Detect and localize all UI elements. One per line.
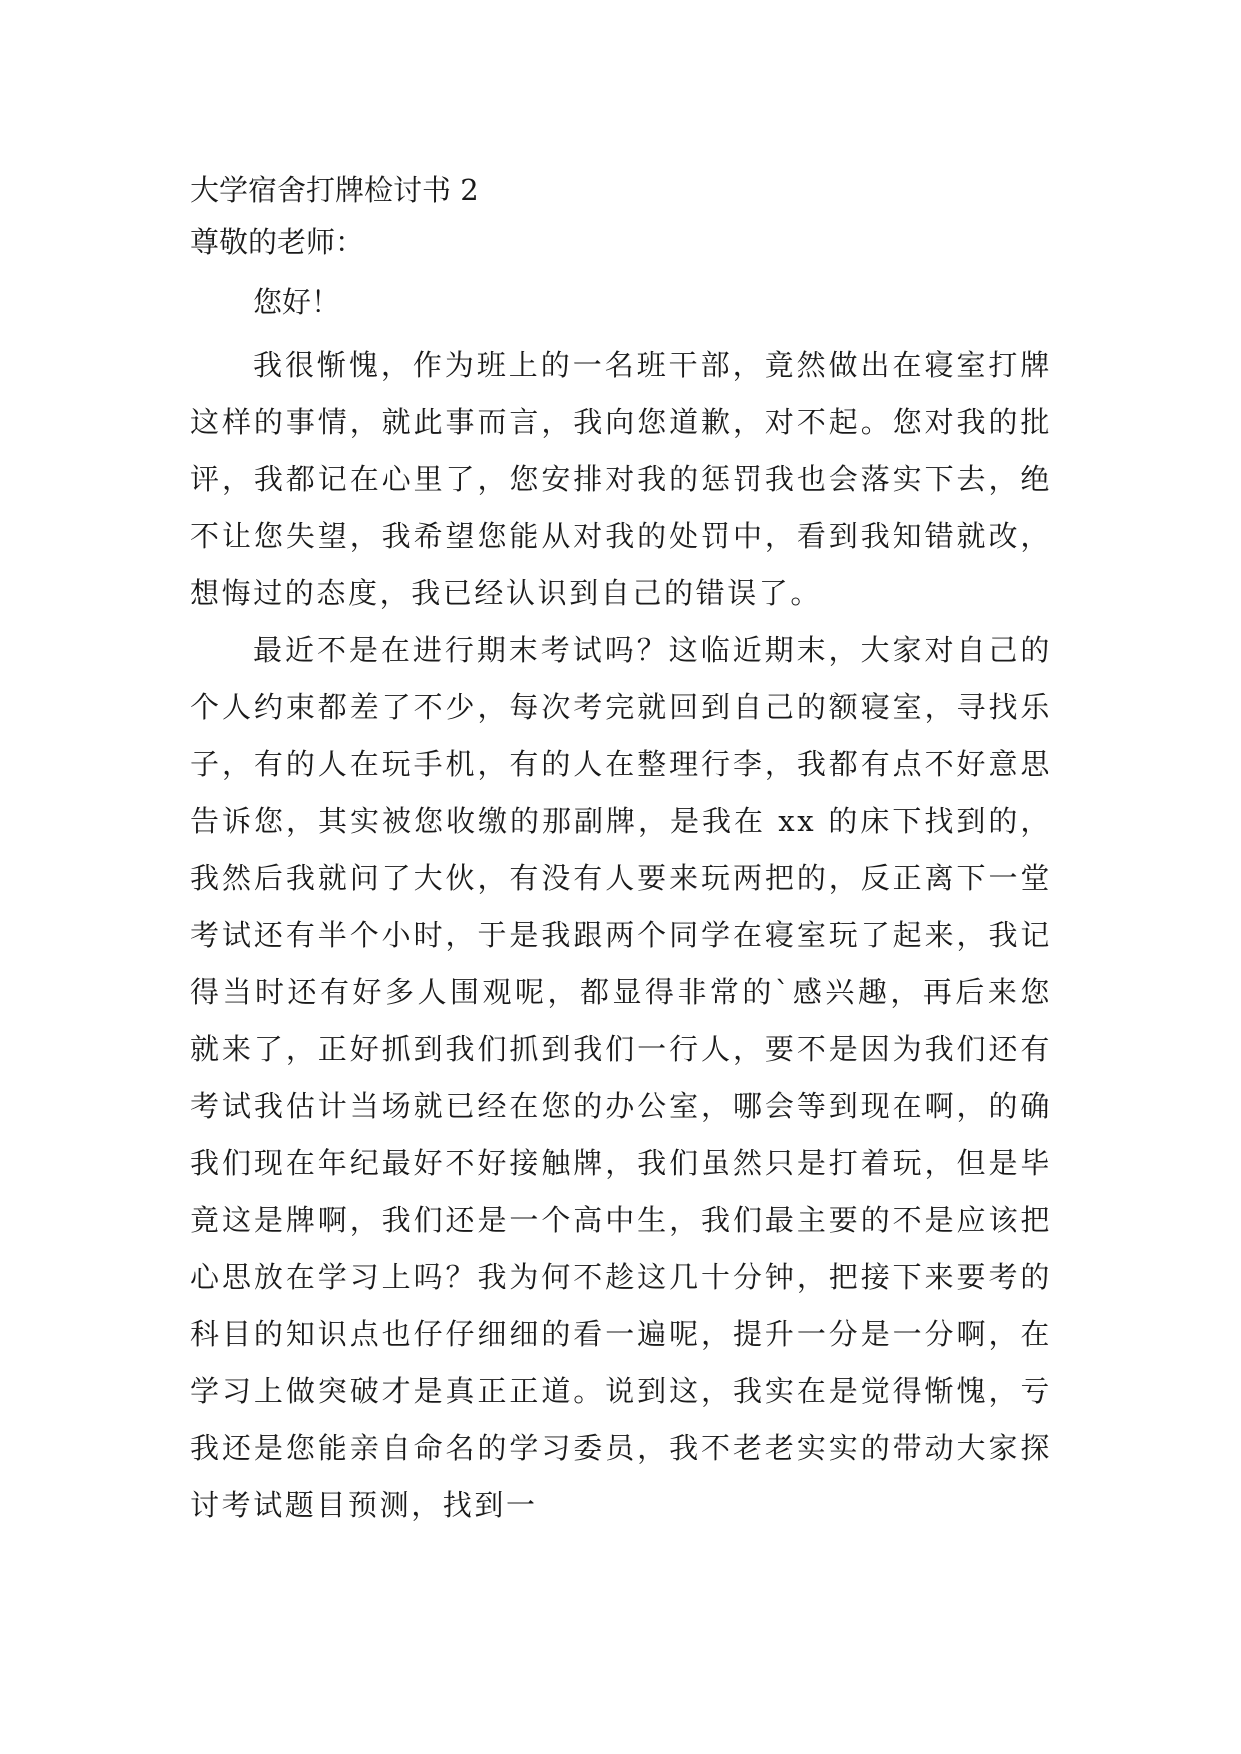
paragraph: 我很惭愧，作为班上的一名班干部，竟然做出在寝室打牌这样的事情，就此事而言，我向您道歉，对不起。您对我的批评，我都记在心里了，您安排对我的惩罚我也会落实下去，绝不让您失望，我希望您能从对我的处罚中，看到我知错就改，想悔过的态度，我已经认识到自己的错误了。 <box>190 348 1052 610</box>
document-title: 大学宿舍打牌检讨书 2 <box>190 173 479 207</box>
greeting: 您好！ <box>253 285 341 319</box>
document-body <box>190 168 1052 1534</box>
paragraph: 最近不是在进行期末考试吗？这临近期末，大家对自己的个人约束都差了不少，每次考完就回到自己的额寝室，寻找乐子，有的人在玩手机，有的人在整理行李，我都有点不好意思告诉您，其实被您收缴的那副牌，是我在 xx 的床下找到的，我然后我就问了大伙，有没有人要来玩两把的，反正离下一堂考试还有半个小时，于是我跟两个同学在寝室玩了起来，我记得当时还有好多人围观呢，都显得非常的`感兴趣，再后来您就来了，正好抓到我们抓到我们一行人，要不是因为我们还有考试我估计当场就已经在您的办公室，哪会等到现在啊，的确我们现在年纪最好不好接触牌，我们虽然只是打着玩，但是毕竟这是牌啊，我们还是一个高中生，我们最主要的不是应该把心思放在学习上吗？我为何不趁这几十分钟，把接下来要考的科目的知识点也仔仔细细的看一遍呢，提升一分是一分啊，在学习上做突破才是真正正道。说到这，我实在是觉得惭愧，亏我还是您能亲自命名的学习委员，我不老老实实的带动大家探讨考试题目预测，找到一 <box>190 633 1052 1522</box>
salutation: 尊敬的老师： <box>190 225 365 259</box>
